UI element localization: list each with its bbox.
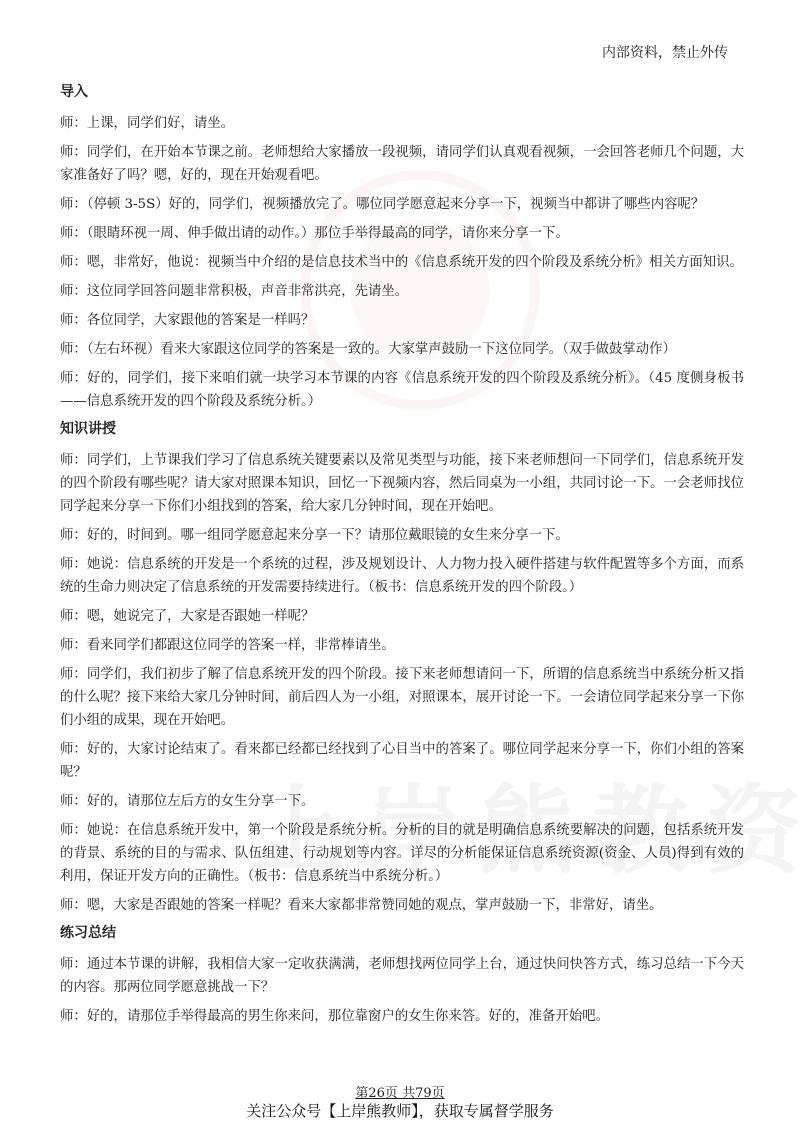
paragraph: 师：同学们，在开始本节课之前。老师想给大家播放一段视频，请同学们认真观看视频，一会回答老师几个问题，大家准备好了吗？嗯，好的，现在开始观看吧。 xyxy=(60,145,744,183)
paragraph: 师：好的，请那位手举得最高的男生你来问，那位靠窗户的女生你来答。好的，准备开始吧。 xyxy=(60,1009,610,1024)
paragraph: 师：好的，同学们，接下来咱们就一块学习本节课的内容《信息系统开发的四个阶段及系统分析》。（45 度侧身板书——信息系统开发的四个阶段及系统分析。） xyxy=(60,371,744,409)
paragraph: 师：好的，请那位左后方的女生分享一下。 xyxy=(60,794,315,809)
paragraph: 师：（停顿 3-5S）好的，同学们，视频播放完了。哪位同学愿意起来分享一下，视频当中都讲了哪些内容呢？ xyxy=(60,197,705,212)
paragraph: 师：她说：信息系统的开发是一个系统的过程，涉及规划设计、人力物力投入硬件搭建与软件配置等多个方面，而系统的生命力则决定了信息系统的开发需要持续进行。（板书：信息系统开发的四个阶段。） xyxy=(60,557,744,595)
paragraph: 师：（眼睛环视一周、伸手做出请的动作。）那位手举得最高的同学，请你来分享一下。 xyxy=(60,226,569,241)
confidential-note: 内部资料，禁止外传 xyxy=(602,45,728,61)
paragraph: 师：嗯，她说完了，大家是否跟她一样呢？ xyxy=(60,609,315,624)
paragraph: 师：好的，大家讨论结束了。看来都已经都已经找到了心目当中的答案了。哪位同学起来分享一下，你们小组的答案呢？ xyxy=(60,742,744,780)
section-heading: 知识讲授 xyxy=(60,421,116,437)
section-heading: 练习总结 xyxy=(60,925,116,941)
paragraph: 师：上课，同学们好，请坐。 xyxy=(60,116,235,131)
paragraph: 师：同学们，上节课我们学习了信息系统关键要素以及常见类型与功能，接下来老师想问一下同学们，信息系统开发的四个阶段有哪些呢？请大家对照课本知识，回忆一下视频内容，然后同桌为一小组，共同讨论一下。一会老师找位同学起来分享一下你们小组找到的答案，给大家几分钟时间，现在开始吧。 xyxy=(60,453,744,514)
paragraph: 师：各位同学，大家跟他的答案是一样吗？ xyxy=(60,313,315,328)
paragraph: 师：嗯，大家是否跟她的答案一样呢？看来大家都非常赞同她的观点，掌声鼓励一下，非常好，请坐。 xyxy=(60,898,663,913)
footer-promo: 关注公众号【上岸熊教师】，获取专属督学服务 xyxy=(246,1102,554,1120)
paragraph: 师：嗯，非常好，他说：视频当中介绍的是信息技术当中的《信息系统开发的四个阶段及系统分析》相关方面知识。 xyxy=(60,255,743,270)
paragraph: 师：（左右环视）看来大家跟这位同学的答案是一致的。大家掌声鼓励一下这位同学。（双手做鼓掌动作） xyxy=(60,342,676,357)
paragraph: 师：这位同学回答问题非常积极，声音非常洪亮，先请坐。 xyxy=(60,284,409,299)
paragraph: 师：看来同学们都跟这位同学的答案一样，非常棒请坐。 xyxy=(60,638,395,653)
paragraph: 师：她说：在信息系统开发中，第一个阶段是系统分析。分析的目的就是明确信息系统要解决的问题，包括系统开发的背景、系统的目的与需求、队伍组建、行动规划等内容。详尽的分析能保证信息系统资源(资金、人员)得到有效的利用，保证开发方向的正确性。（板书：信息系统当中系统分析。） xyxy=(60,823,744,884)
section-intro xyxy=(60,82,744,413)
paragraph: 师：同学们，我们初步了解了信息系统开发的四个阶段。接下来老师想请问一下，所谓的信息系统当中系统分析又指的什么呢？接下来给大家几分钟时间，前后四人为一小组，对照课本，展开讨论一下。一会请位同学起来分享一下你们小组的成果，现在开始吧。 xyxy=(60,667,744,728)
section-knowledge xyxy=(60,419,744,917)
section-heading: 导入 xyxy=(60,84,88,100)
paragraph: 师：通过本节课的讲解，我相信大家一定收获满满，老师想找两位同学上台，通过快问快答方式，练习总结一下今天的内容。那两位同学愿意挑战一下？ xyxy=(60,957,744,995)
paragraph: 师：好的，时间到。哪一组同学愿意起来分享一下？请那位戴眼镜的女生来分享一下。 xyxy=(60,528,569,543)
section-practice xyxy=(60,923,744,1028)
document-body xyxy=(60,82,744,1034)
page-number: 第26页 共79页 xyxy=(355,1086,445,1101)
